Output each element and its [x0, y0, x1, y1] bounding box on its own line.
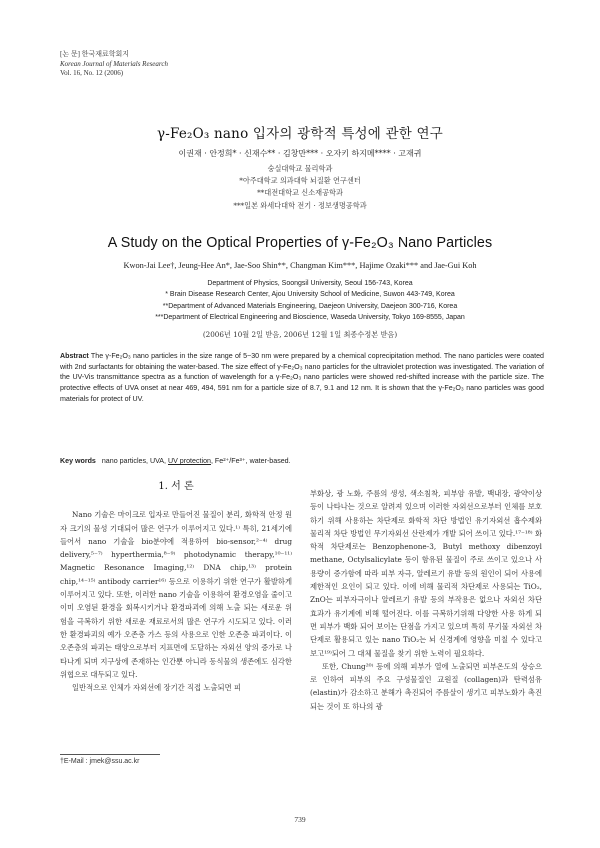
journal-header: [60, 50, 360, 79]
left-column: [60, 480, 292, 694]
right-column: [310, 487, 542, 713]
page-number: 739: [294, 815, 306, 824]
english-affiliation: * Brain Disease Research Center, Ajou University School of Medicine, Suwon 443-749, Korea: [165, 291, 455, 299]
keywords-after: , Fe²⁺/Fe³⁺, water-based.: [210, 457, 291, 465]
keywords-underlined: UV protection: [167, 457, 211, 465]
korean-affiliations: [0, 163, 600, 212]
korean-affiliation: ***일본 와세다대학 전기 · 정보생명공학과: [233, 200, 367, 210]
keywords: [60, 456, 544, 465]
paragraph: Nano 기술은 마이크로 입자로 만들어진 물질이 분리, 화학적 안정 원자 크기의 물성 기대되어 많은 연구가 이루어지고 있다.¹⁾ 특히, 21세기에 들어서 nano 기술을 bio분야에 적용하여 bio-sensor,²⁻⁴⁾ drug delivery,⁵⁻⁷⁾ hyperthermia,⁸⁻⁹⁾ photodynamic therapy,¹⁰⁻¹¹⁾ Magnetic Resonance Imaging,¹²⁾ DNA chip,¹³⁾ protein chip,¹⁴⁻¹⁵⁾ antibody carrier¹⁶⁾ 등으로 이용하기 위한 연구가 활발하게 이루어지고 있다. 또한, 이러한 nano 기술을 이용하여 환경오염을 줄이고 이미 오염된 환경을 회복시키거나 환경파괴에 의해 노출 되는 새로운 위험을 극복하기 위한 새로운 재료로서의 많은 연구가 시도되고 있다. 이러한 환경파괴의 예가 오존층 가스 등의 사용으로 인한 오존층 파괴이다. 이 오존층의 파괴는 태양으로부터 지표면에 도달하는 자외선 양의 증가로 나타나게 되며 지구상에 존재하는 인간뿐 아니라 동식물의 생존에도 심각한 위협으로 대두되고 있다.: [60, 510, 292, 679]
paragraph: 일반적으로 인체가 자외선에 장기간 직접 노출되면 피: [72, 683, 241, 693]
english-affiliation: **Department of Advanced Materials Engineering, Daejeon University, Daejeon 300-716, Korea: [162, 302, 458, 310]
paragraph: 부화상, 광 노화, 주름의 생성, 색소침착, 피부암 유발, 백내장, 광약이상 등이 나타나는 것으로 알려져 있으며 이러한 자외선으로부터 인체를 보호하기 위해 사용하는 차단제로 화학적 차단 방법인 유기자외선 흡수제와 물리적 차단 방법인 무기자외선 산란제가 개발 되어 쓰이고 있다.¹⁷⁻¹⁸⁾ 화학적 차단제로는 Benzophenone-3, Butyl methoxy dibenzoyl methane, Octylsalicylate 등이 함유된 물질이 주로 쓰이고 있으나 사용량이 증가함에 따라 피부 자극, 알레르기 유발 등의 원인이 되어 사용에 제한적인 요인이 되고 있다. 이에 비해 물리적 차단제로 사용되는 TiO₂, ZnO는 피부자극이나 알레르기 유발 등의 부작용은 없으나 자외선 차단 효과가 유기계에 비해 떨어진다. 이를 극복하기위해 다양한 사용 하게 되면 피부가 백화 되어 보이는 단점을 가지고 있으며 특히 무기물 자외선 차단제로 활용되고 있는 nano TiO₂는 뇌 신경계에 영향을 미칠 수 있다고 보고¹⁹⁾되어 그 대체 물질을 찾기 위한 노력이 필요하다.: [310, 489, 542, 658]
korean-affiliation: *아주대학교 의과대학 뇌질환 연구센터: [239, 176, 361, 186]
korean-affiliation: **대전대학교 신소재공학과: [257, 188, 343, 198]
english-affiliation: Department of Physics, Soongsil University, Seoul 156-743, Korea: [207, 280, 413, 287]
english-authors: Kwon-Jai Lee†, Jeung-Hee An*, Jae-Soo Shin**, Changman Kim***, Hajime Ozaki*** and Jae-Gui Koh: [123, 261, 477, 270]
korean-title: γ-Fe₂O₃ nano 입자의 광학적 특성에 관한 연구: [157, 126, 443, 142]
journal-line-3: Vol. 16, No. 12 (2006): [60, 69, 124, 77]
korean-authors: 이권재 · 안정희* · 신재수** · 김창만*** · 오자키 하지메**** · 고재귀: [178, 149, 422, 158]
english-title: A Study on the Optical Properties of γ-Fe₂O₃ Nano Particles: [107, 235, 493, 251]
journal-line-1: [논 문] 한국재료학회지: [60, 50, 130, 58]
section-heading: 1. 서 론: [158, 481, 194, 492]
english-affiliation: ***Department of Electrical Engineering and Bioscience, Waseda University, Tokyo 169-8555, Japan: [155, 313, 465, 321]
footnote-divider: [60, 754, 160, 755]
received-dates: (2006년 10월 2일 받음, 2006년 12월 1일 최종수정본 받음): [202, 330, 398, 339]
abstract: [60, 351, 544, 405]
korean-affiliation: 숭실대학교 물리학과: [267, 164, 333, 173]
abstract-label: Abstract: [60, 352, 89, 360]
keywords-label: Key words: [60, 457, 96, 465]
english-affiliations: [60, 278, 560, 323]
abstract-text: The γ-Fe₂O₃ nano particles in the size range of 5~30 nm were prepared by a chemical coprecipitation method. The nano particles were coated with 2nd surfactants for obtaining the water-based. The size effect of γ-Fe₂O₃ nano particles for the ultraviolet protection was investigated. The variation of the UV-Vis transmittance spectra as a function of wavelength for a γ-Fe₂O₃ nano particles were showed red-shifted increase with the particle size. The protective effects of UVA onset at near 469, 494, 591 nm for a particle size of 8.7, 9.1 and 12 nm. It is shown that the γ-Fe₂O₃ nano particles was good materials for protect of UV.: [60, 352, 544, 403]
keywords-before: nano particles, UVA,: [101, 457, 166, 465]
paragraph: 또한, Chung²⁰⁾ 등에 의해 피부가 열에 노출되면 피부온도의 상승으로 인하여 피부의 주요 구성물질인 교원질 (collagen)과 탄력섬유(elastin)가 감소하고 분해가 촉진되어 주름살이 생기고 피부노화가 촉진되는 것이 또 하나의 광: [310, 661, 542, 711]
footnote-email: †E-Mail : jmek@ssu.ac.kr: [60, 758, 140, 765]
journal-line-2: Korean Journal of Materials Research: [60, 59, 168, 68]
